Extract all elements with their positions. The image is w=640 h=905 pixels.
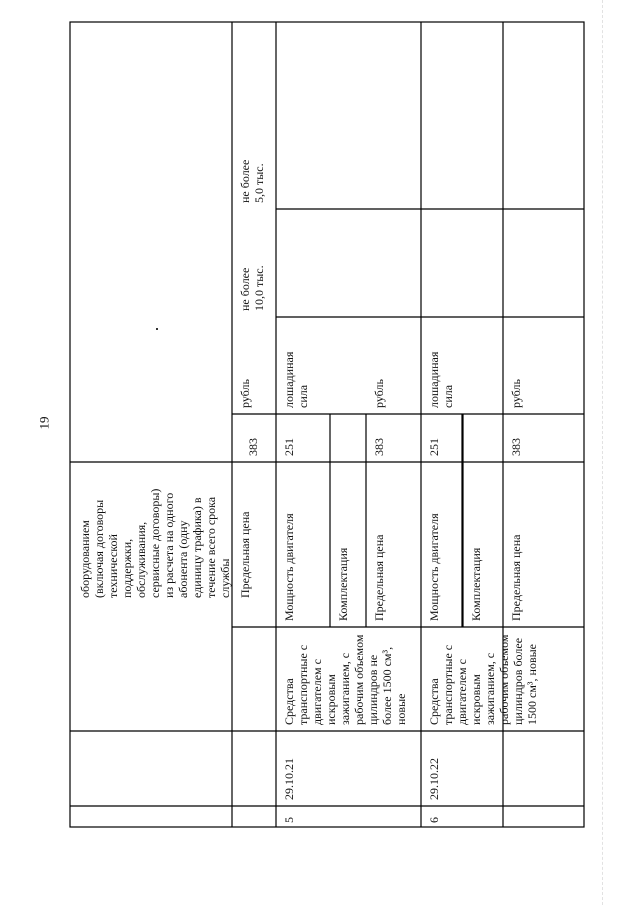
top-limit-value-1-line: 10,0 тыс. <box>252 265 266 311</box>
row-5-name-line: более 1500 см³, <box>380 646 394 725</box>
continuation-text-line: обслуживания, <box>134 521 148 598</box>
row-5-name-line: Средства <box>282 678 296 725</box>
continuation-text-line: оборудованием <box>78 520 92 598</box>
row-5-name-line: транспортные с <box>296 644 310 725</box>
continuation-text-line: поддержки, <box>120 538 134 598</box>
row-5-name-line: рабочим объемом <box>352 634 366 725</box>
row-5-unit-power <box>282 352 310 408</box>
continuation-text <box>78 489 232 598</box>
row-5-name-line: цилиндров не <box>366 654 380 725</box>
row-5-name <box>282 635 408 725</box>
row-6-number: 6 <box>427 817 441 823</box>
row-5-unit-power-line: сила <box>296 384 310 408</box>
row-5-code: 29.10.21 <box>282 758 296 800</box>
row-6-unit-power <box>427 352 455 408</box>
row-6-name-line: транспортные с <box>441 644 455 725</box>
row-6-name <box>427 635 539 725</box>
continuation-text-line: технической <box>106 534 120 598</box>
top-limit-value-2 <box>238 160 266 203</box>
row-5-okei-power: 251 <box>282 438 296 456</box>
top-limit-value-2-line: не более <box>238 159 252 203</box>
continuation-text-line: единицу трафика) в <box>190 497 204 598</box>
top-limit-okei: 383 <box>246 438 260 456</box>
row-5-name-line: искровым <box>324 674 338 725</box>
row-5-name-line: новые <box>394 693 408 725</box>
row-6-unit-price: рубль <box>509 379 523 408</box>
row-5-char-price: Предельная цена <box>372 534 386 621</box>
row-6-char-config: Комплектация <box>469 547 483 621</box>
row-6-name-line: цилиндров более <box>511 637 525 725</box>
row-5-char-config: Комплектация <box>336 547 350 621</box>
row-5-name-line: зажиганием, с <box>338 652 352 725</box>
continuation-text-line: службы <box>218 558 232 598</box>
row-6-name-line: двигателем с <box>455 659 469 725</box>
row-5-unit-price: рубль <box>372 379 386 408</box>
row-5-number: 5 <box>282 817 296 823</box>
row-5-name-line: двигателем с <box>310 659 324 725</box>
continuation-text-line: сервисные договоры) <box>148 488 162 598</box>
continuation-text-line: из расчета на одного <box>162 492 176 598</box>
row-6-name-line: рабочим объемом <box>497 634 511 725</box>
top-limit-label: Предельная цена <box>238 511 252 598</box>
continuation-text-line: абонента (одну <box>176 520 190 598</box>
row-6-char-power: Мощность двигателя <box>427 513 441 621</box>
top-limit-value-1-line: не более <box>238 267 252 311</box>
continuation-text-line: (включая договоры <box>92 499 106 598</box>
continuation-text-line: течение всего срока <box>204 496 218 598</box>
page-number: 19 <box>36 416 52 430</box>
row-6-unit-power-line: лошадиная <box>427 351 441 408</box>
row-5-okei-price: 383 <box>372 438 386 456</box>
row-5-char-power: Мощность двигателя <box>282 513 296 621</box>
row-5-unit-power-line: лошадиная <box>282 351 296 408</box>
row-6-name-line: искровым <box>469 674 483 725</box>
row-6-name-line: зажиганием, с <box>483 652 497 725</box>
top-limit-value-1 <box>238 265 266 311</box>
row-6-unit-power-line: сила <box>441 384 455 408</box>
row-6-okei-price: 383 <box>509 438 523 456</box>
row-6-name-line: 1500 см³, новые <box>525 644 539 725</box>
row-6-code: 29.10.22 <box>427 758 441 800</box>
row-6-name-line: Средства <box>427 678 441 725</box>
row-6-okei-power: 251 <box>427 438 441 456</box>
row-6-char-price: Предельная цена <box>509 534 523 621</box>
top-limit-unit: рубль <box>238 379 252 408</box>
top-limit-value-2-line: 5,0 тыс. <box>252 163 266 203</box>
